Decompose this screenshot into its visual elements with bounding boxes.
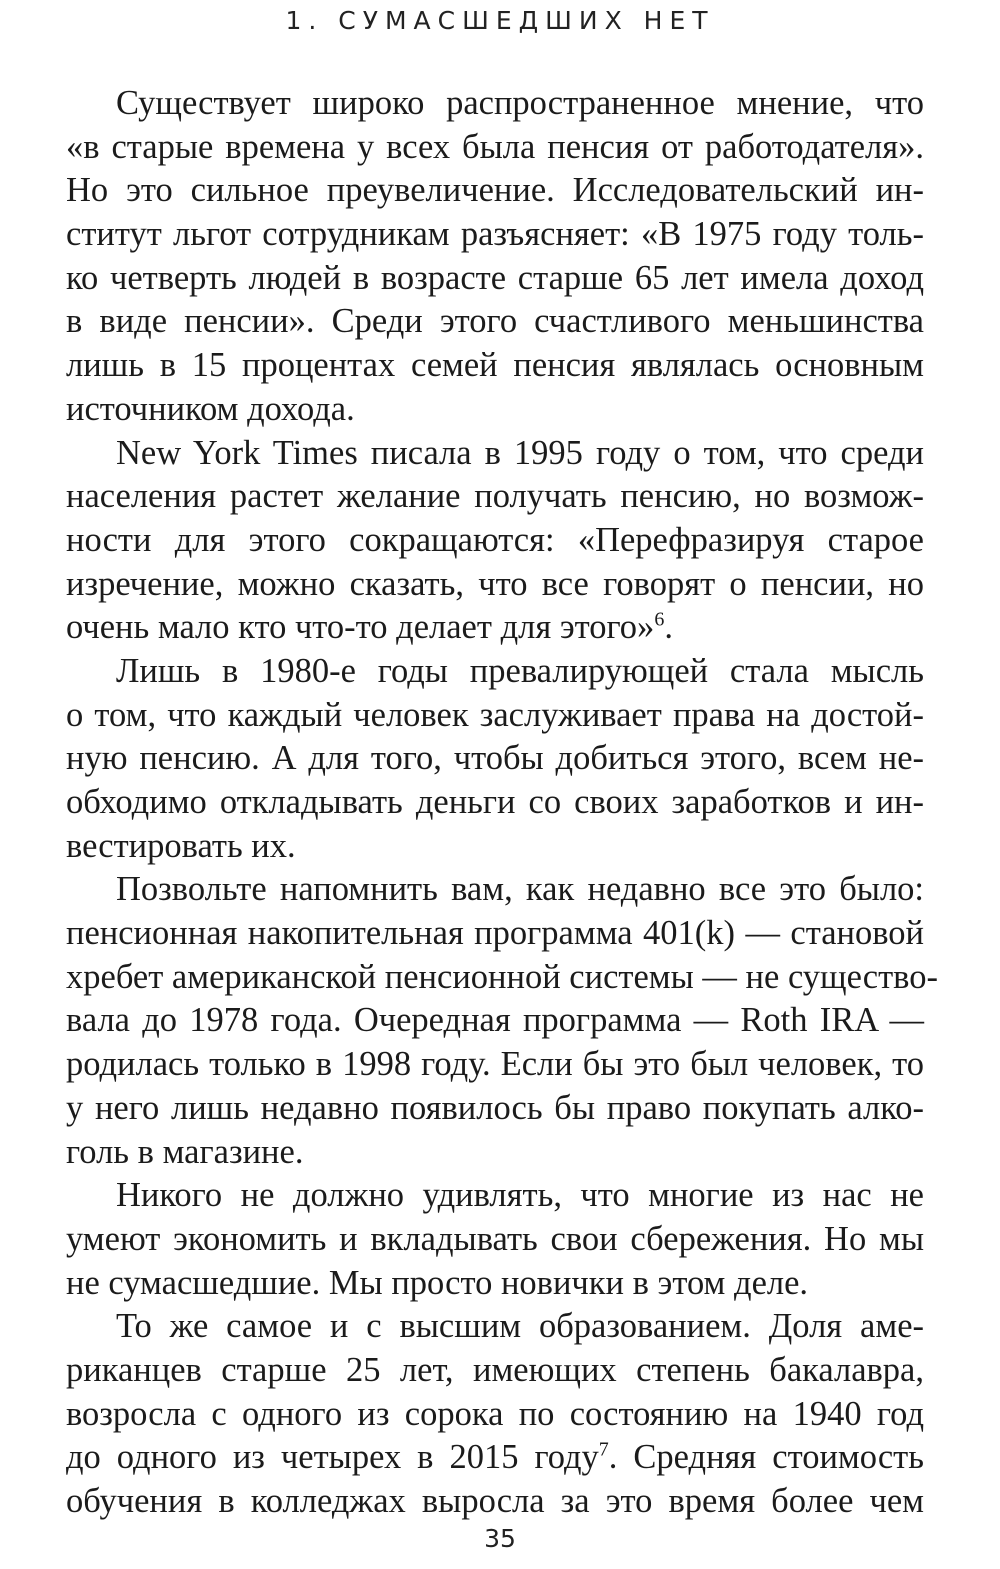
- text-line-continuation: . Средняя стоимость: [608, 1438, 924, 1477]
- paragraph: [66, 1174, 924, 1305]
- text-line: голь в магазине.: [66, 1132, 304, 1171]
- text-line: ко четверть людей в возрасте старше 65 лет имела доход: [66, 258, 924, 297]
- text-line: ститут льгот сотрудникам разъясняет: «В 1975 году толь-: [66, 215, 924, 254]
- text-line-content: до одного из четырех в 2015 году: [66, 1438, 599, 1477]
- text-line: умеют экономить и вкладывать свои сбережения. Но мы: [66, 1219, 924, 1258]
- footnote-mark: 7: [598, 1438, 609, 1461]
- text-line: «в старые времена у всех была пенсия от работодателя».: [66, 127, 924, 166]
- text-line: Но это сильное преувеличение. Исследовательский ин-: [66, 171, 924, 210]
- text-line: источником дохода.: [66, 389, 355, 428]
- text-line: изречение, можно сказать, что все говорят о пенсии, но: [66, 564, 924, 603]
- text-line: не сумасшедшие. Мы просто новички в этом деле.: [66, 1263, 809, 1302]
- body-text: [66, 82, 938, 1524]
- paragraph: [66, 650, 924, 868]
- text-line: пенсионная накопительная программа 401(k) — становой: [66, 914, 924, 953]
- text-line: Лишь в 1980-е годы превалирующей стала мысль: [116, 651, 924, 690]
- text-line: обходимо откладывать деньги со своих заработков и ин-: [66, 783, 924, 821]
- paragraph: [66, 868, 938, 1174]
- text-line: Существует широко распространенное мнение, что: [116, 84, 924, 122]
- text-line: родилась только в 1998 году. Если бы это был человек, то: [66, 1045, 924, 1084]
- text-line: риканцев старше 25 лет, имеющих степень бакалавра,: [66, 1350, 924, 1389]
- running-head: 1. СУМАСШЕДШИХ НЕТ: [285, 6, 715, 35]
- text-line: New York Times писала в 1995 году о том, что среди: [116, 433, 924, 472]
- text-line: о том, что каждый человек заслуживает права на достой-: [66, 695, 924, 734]
- text-line-content: очень мало кто что-то делает для этого»: [66, 608, 655, 647]
- page-number: 35: [484, 1524, 516, 1553]
- text-line: То же самое и с высшим образованием. Доля аме-: [116, 1307, 924, 1346]
- footnote-mark: 6: [654, 608, 665, 631]
- text-line: Никого не должно удивлять, что многие из нас не: [116, 1176, 924, 1215]
- text-line: вала до 1978 года. Очередная программа — Roth IRA —: [66, 1001, 924, 1040]
- text-line: лишь в 15 процентах семей пенсия являлась основным: [66, 346, 924, 385]
- text-line: вестировать их.: [66, 826, 296, 865]
- text-line: Позвольте напомнить вам, как недавно все это было:: [116, 870, 924, 909]
- paragraph: [66, 82, 924, 432]
- text-line: ную пенсию. А для того, чтобы добиться этого, всем не-: [66, 739, 924, 778]
- text-line: ности для этого сокращаются: «Перефразируя старое: [66, 520, 924, 559]
- text-line: обучения в колледжах выросла за это время более чем: [66, 1482, 924, 1520]
- text-line: в виде пенсии». Среди этого счастливого меньшинства: [66, 302, 924, 341]
- text-line: хребет американской пенсионной системы — не существо-: [66, 957, 938, 996]
- text-line: [66, 1436, 924, 1480]
- paragraph: [66, 1305, 924, 1523]
- text-line: очень мало кто что-то делает для этого»$^6$.: [66, 608, 673, 647]
- text-line: у него лишь недавно появилось бы право покупать алко-: [66, 1088, 924, 1127]
- text-line: населения растет желание получать пенсию, но возмож-: [66, 477, 924, 516]
- paragraph: [66, 432, 924, 650]
- text-line: возросла с одного из сорока по состоянию на 1940 год: [66, 1394, 924, 1433]
